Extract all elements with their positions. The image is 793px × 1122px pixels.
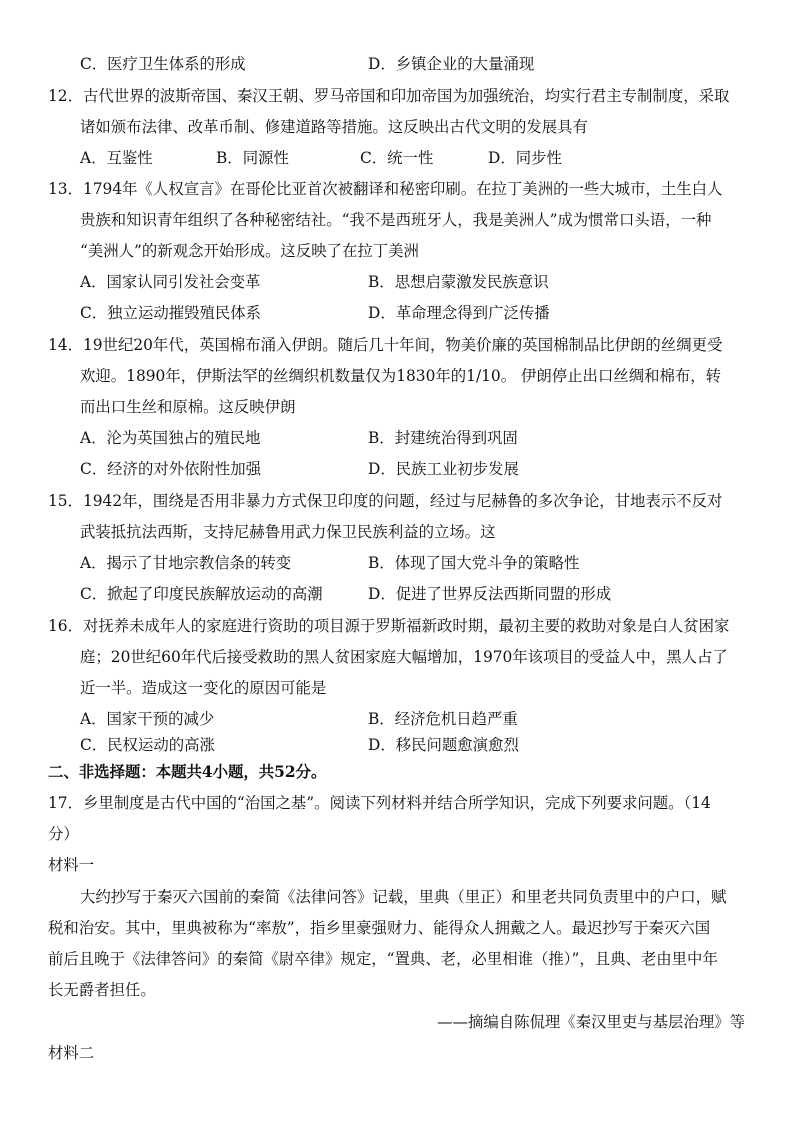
q13-stem-line2: 贵族和知识青年组织了各种秘密结社。“我不是西班牙人，我是美洲人”成为惯常口头语，一种: [80, 211, 712, 229]
q11-option-c: C．医疗卫生体系的形成: [80, 55, 246, 73]
q11-option-d: D．乡镇企业的大量涌现: [368, 55, 535, 73]
q12-stem-line2: 诸如颁布法律、改革币制、修建道路等措施。这反映出古代文明的发展具有: [80, 118, 588, 136]
q14-option-c: C．经济的对外依附性加强: [80, 460, 262, 478]
q13-option-c: C．独立运动摧毁殖民体系: [80, 304, 262, 322]
q13-option-a: A．国家认同引发社会变革: [80, 273, 261, 291]
q15-option-b: B．体现了国大党斗争的策略性: [368, 554, 580, 572]
q13-option-b: B．思想启蒙激发民族意识: [368, 273, 549, 291]
q14-option-d: D．民族工业初步发展: [368, 460, 519, 478]
q16-stem-line1: 16．对抚养未成年人的家庭进行资助的项目源于罗斯福新政时期，最初主要的救助对象是白人贫困家: [48, 617, 730, 635]
q13-stem-line3: “美洲人”的新观念开始形成。这反映了在拉丁美洲: [80, 242, 419, 260]
q15-stem-line2: 武装抵抗法西斯，支持尼赫鲁用武力保卫民族利益的立场。这: [80, 523, 496, 541]
q14-stem-line1: 14．19世纪20年代，英国棉布涌入伊朗。随后几十年间，物美价廉的英国棉制品比伊朗的丝绸更受: [48, 336, 723, 354]
q16-option-d: D．移民问题愈演愈烈: [368, 736, 519, 754]
q16-stem-line3: 近一半。造成这一变化的原因可能是: [80, 679, 327, 697]
q16-option-a: A．国家干预的减少: [80, 710, 215, 728]
q12-option-d: D．同步性: [488, 149, 562, 167]
q17-stem-line1: 17．乡里制度是古代中国的“治国之基”。阅读下列材料并结合所学知识，完成下列要求问题。（14: [48, 794, 711, 812]
q16-option-c: C．民权运动的高涨: [80, 736, 215, 754]
q12-option-a: A．互鉴性: [80, 149, 153, 167]
q15-option-a: A．揭示了甘地宗教信条的转变: [80, 554, 292, 572]
q12-option-c: C．统一性: [360, 149, 434, 167]
q14-stem-line3: 而出口生丝和原棉。这反映伊朗: [80, 398, 296, 416]
q14-option-a: A．沦为英国独占的殖民地: [80, 429, 261, 447]
q16-option-b: B．经济危机日趋严重: [368, 710, 518, 728]
material-1-line3: 前后且晚于《法律答问》的秦简《尉卒律》规定，“置典、老，必里相谁（推）”，且典、老由里中年: [48, 950, 718, 968]
material-2-label: 材料二: [48, 1044, 95, 1062]
q15-option-d: D．促进了世界反法西斯同盟的形成: [368, 585, 612, 603]
q14-option-b: B．封建统治得到巩固: [368, 429, 518, 447]
material-1-source: ——摘编自陈侃理《秦汉里吏与基层治理》等: [437, 1013, 745, 1031]
q17-stem-line2: 分）: [48, 825, 79, 843]
q12-stem-line1: 12．古代世界的波斯帝国、秦汉王朝、罗马帝国和印加帝国为加强统治，均实行君主专制制度，采取: [48, 87, 730, 105]
q14-stem-line2: 欢迎。1890年，伊斯法罕的丝绸织机数量仅为1830年的1/10。 伊朗停止出口丝绸和棉布，转: [80, 367, 722, 385]
q12-option-b: B．同源性: [216, 149, 289, 167]
material-1-line1: 大约抄写于秦灭六国前的秦简《法律问答》记载，里典（里正）和里老共同负责里中的户口，赋: [80, 888, 727, 906]
q15-stem-line1: 15．1942年，围绕是否用非暴力方式保卫印度的问题，经过与尼赫鲁的多次争论，甘地表示不反对: [48, 492, 723, 510]
material-1-label: 材料一: [48, 856, 95, 874]
q13-stem-line1: 13．1794年《人权宣言》在哥伦比亚首次被翻译和秘密印刷。在拉丁美洲的一些大城市，土生白人: [48, 180, 723, 198]
section-heading: 二、非选择题：本题共4小题，共52分。: [48, 763, 327, 781]
q13-option-d: D．革命理念得到广泛传播: [368, 304, 550, 322]
material-1-line4: 长无爵者担任。: [48, 981, 156, 999]
q16-stem-line2: 庭；20世纪60年代后接受救助的黑人贫困家庭大幅增加，1970年该项目的受益人中，黑人占了: [80, 648, 728, 666]
q15-option-c: C．掀起了印度民族解放运动的高潮: [80, 585, 323, 603]
material-1-line2: 税和治安。其中，里典被称为“率敖”，指乡里豪强财力、能得众人拥戴之人。最迟抄写于秦灭六国: [48, 919, 711, 937]
